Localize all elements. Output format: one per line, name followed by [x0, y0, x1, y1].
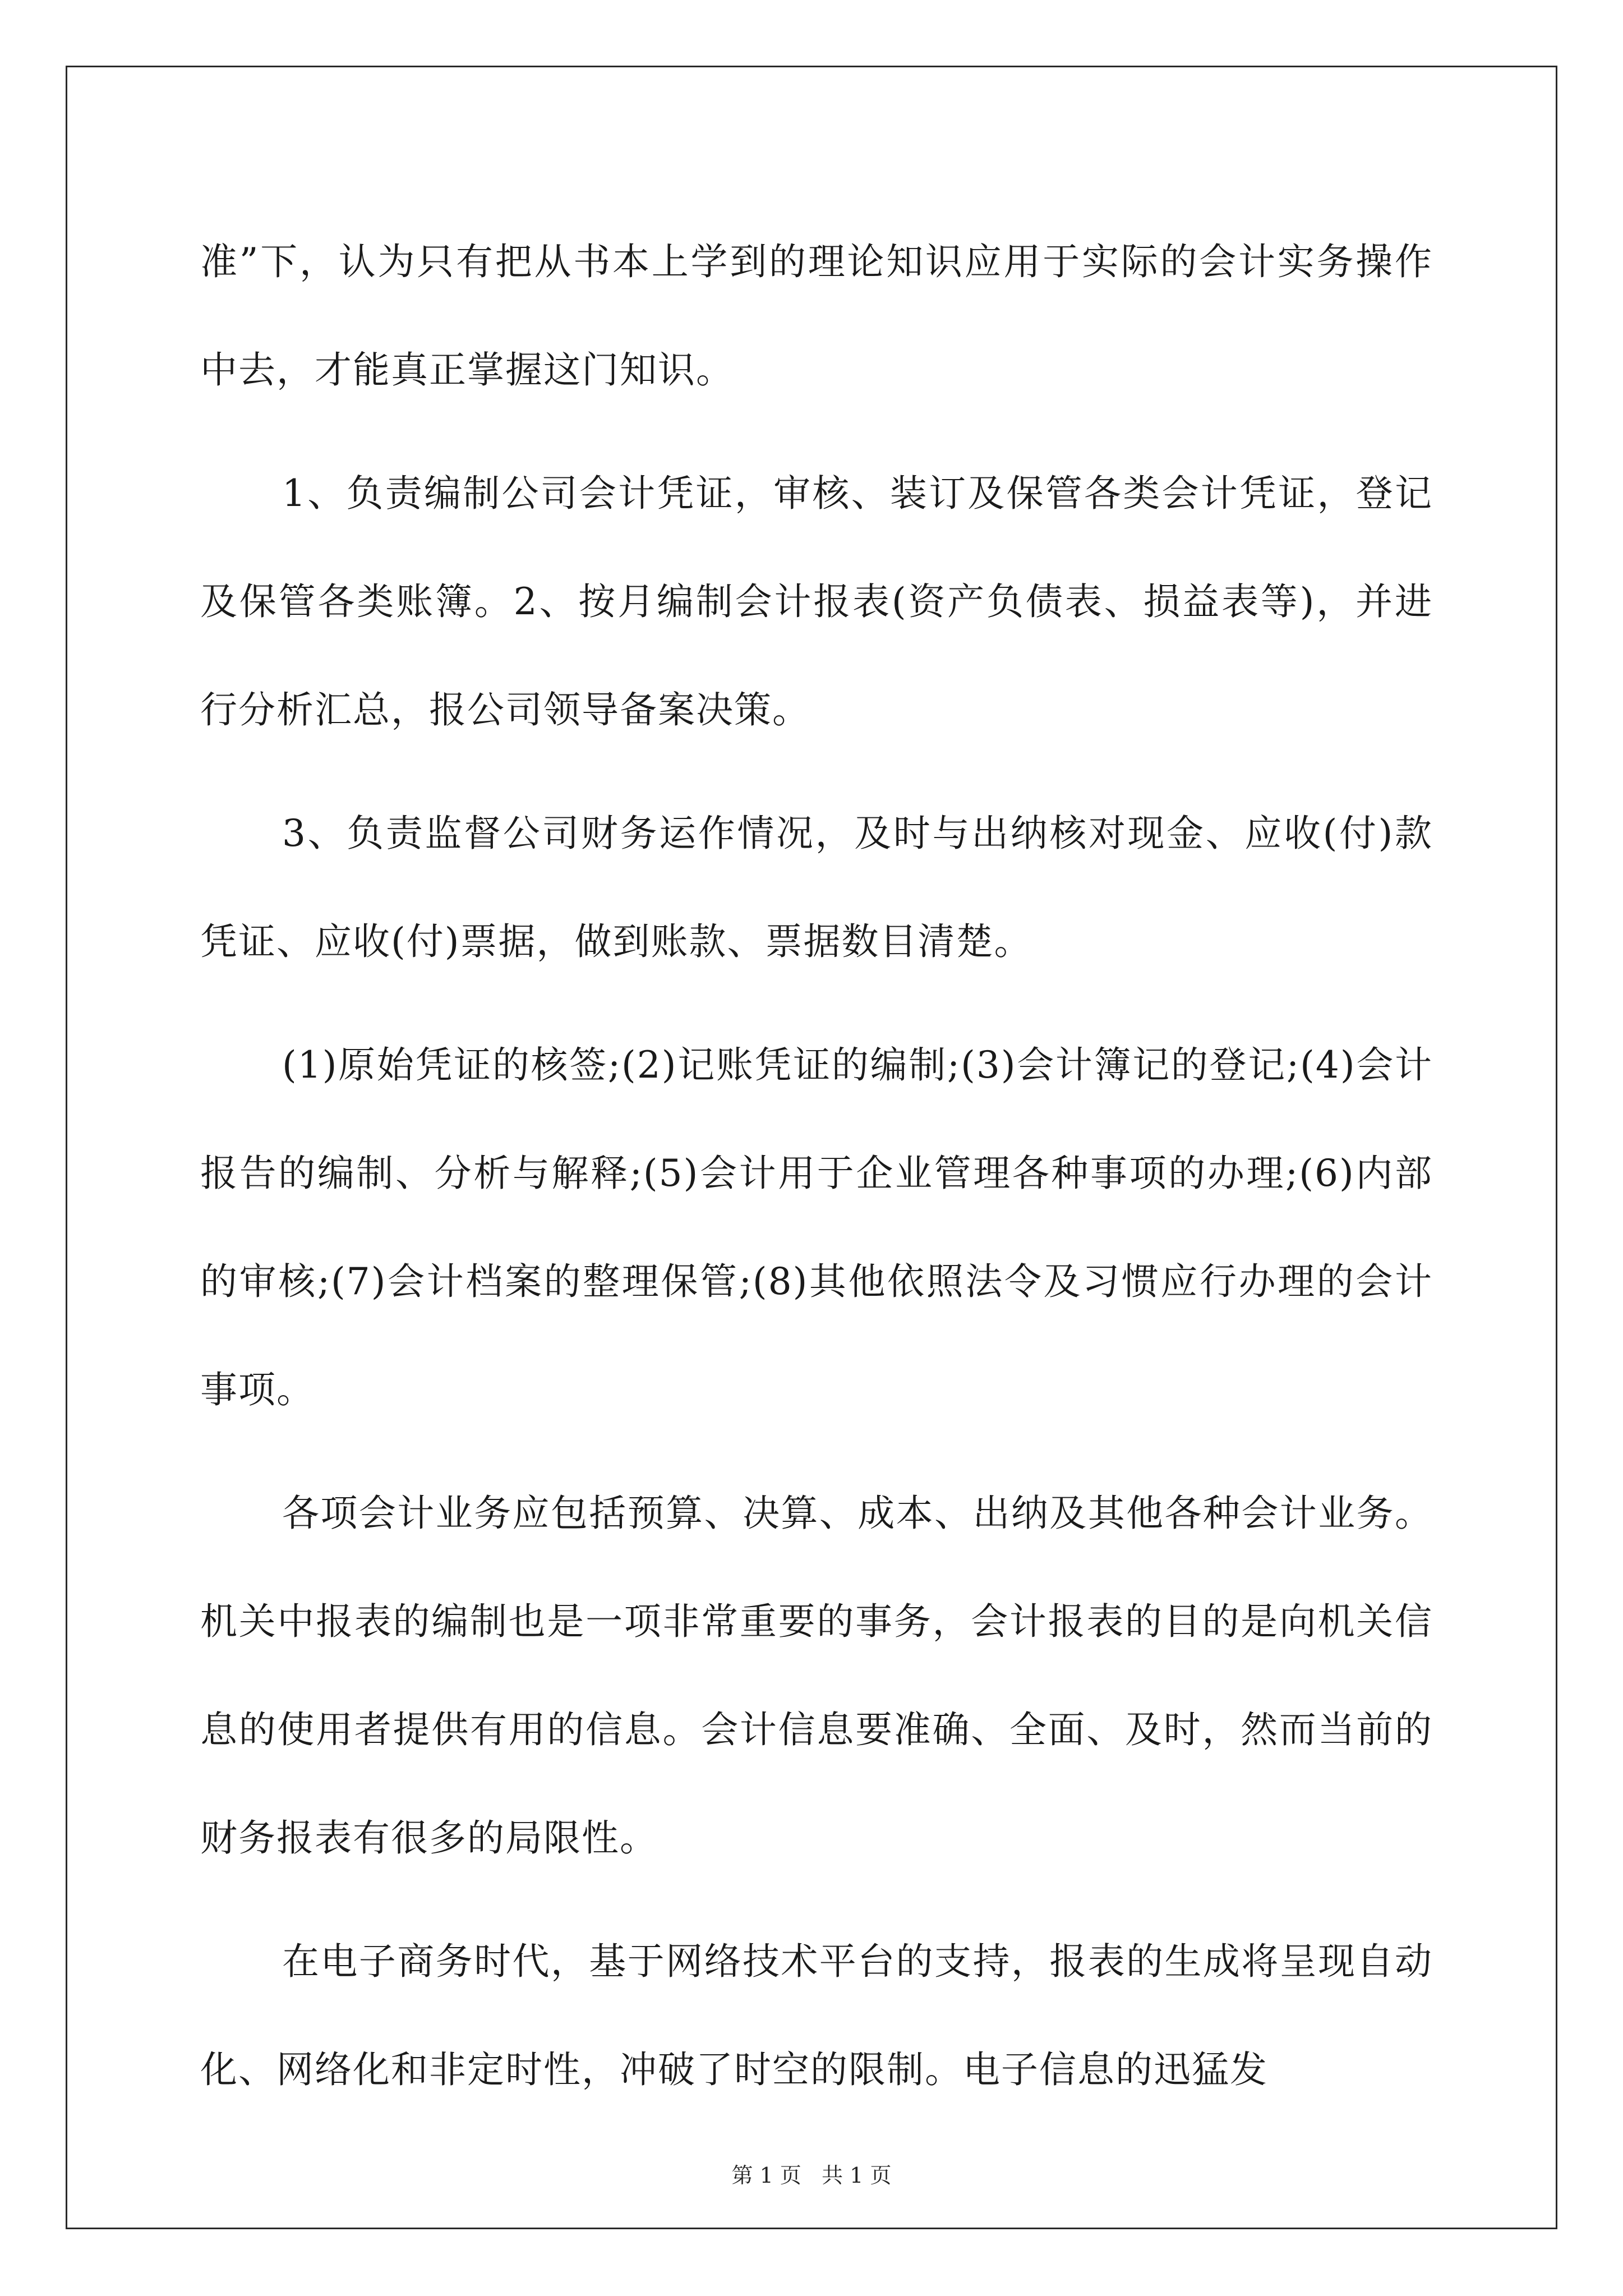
- paragraph-6: 在电子商务时代，基于网络技术平台的支持，报表的生成将呈现自动化、网络化和非定时性，冲破了时空的限制。电子信息的迅猛发: [200, 1940, 1433, 2091]
- paragraph-2: 1、负责编制公司会计凭证，审核、装订及保管各类会计凭证，登记及保管各类账簿。2、按月编制会计报表(资产负债表、损益表等)，并进行分析汇总，报公司领导备案决策。: [200, 472, 1433, 731]
- paragraph-1: 准”下，认为只有把从书本上学到的理论知识应用于实际的会计实务操作中去，才能真正掌握这门知识。: [200, 240, 1433, 392]
- paragraph-4: (1)原始凭证的核签;(2)记账凭证的编制;(3)会计簿记的登记;(4)会计报告的编制、分析与解释;(5)会计用于企业管理各种事项的办理;(6)内部的审核;(7)会计档案的整理保管;(8)其他依照法令及习惯应行办理的会计事项。: [200, 1043, 1433, 1411]
- page-footer: 第 1 页 共 1 页: [731, 2163, 892, 2188]
- document-body: [200, 208, 1433, 2139]
- paragraph-3: 3、负责监督公司财务运作情况，及时与出纳核对现金、应收(付)款凭证、应收(付)票据，做到账款、票据数目清楚。: [200, 812, 1433, 963]
- paragraph-5: 各项会计业务应包括预算、决算、成本、出纳及其他各种会计业务。机关中报表的编制也是一项非常重要的事务，会计报表的目的是向机关信息的使用者提供有用的信息。会计信息要准确、全面、及时，然而当前的财务报表有很多的局限性。: [200, 1492, 1433, 1860]
